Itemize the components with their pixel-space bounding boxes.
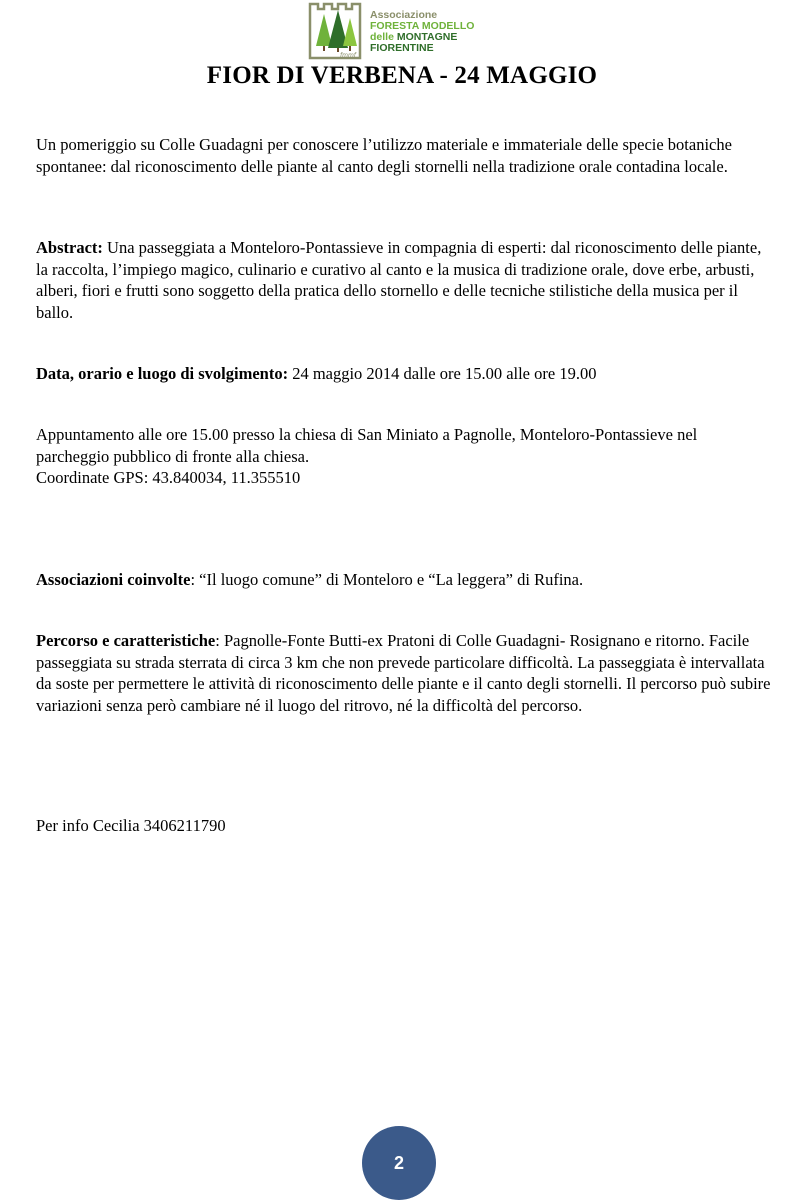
- gps-coordinates: Coordinate GPS: 43.840034, 11.355510: [36, 468, 301, 487]
- meeting-paragraph: [36, 424, 771, 489]
- associations-label: Associazioni coinvolte: [36, 570, 191, 589]
- contact-info: Per info Cecilia 3406211790: [36, 816, 226, 835]
- abstract-label: Abstract:: [36, 238, 103, 257]
- forest-castle-logo-icon: [306, 2, 366, 60]
- abstract-paragraph: [36, 237, 771, 323]
- abstract-text: Una passeggiata a Monteloro-Pontassieve in compagnia di esperti: dal riconoscimento delle piante, la raccolta, l’impiego magico, culinario e curativo al canto e la musica di tradizione orale, dove erbe, arbusti, alberi, fiori e frutti sono soggetto della pratica dello stornello e delle tecniche stilistiche della musica per il ballo.: [36, 238, 762, 322]
- route-label: Percorso e caratteristiche: [36, 631, 216, 650]
- meeting-text: Appuntamento alle ore 15.00 presso la chiesa di San Miniato a Pagnolle, Monteloro-Pontassieve nel parcheggio pubblico di fronte alla chiesa.: [36, 425, 698, 466]
- associations-text: : “Il luogo comune” di Monteloro e “La leggera” di Rufina.: [190, 570, 584, 589]
- route-text: : Pagnolle-Fonte Butti-ex Pratoni di Colle Guadagni- Rosignano e ritorno. Facile passeggiata su strada sterrata di circa 3 km che non prevede particolare difficoltà. La passeggiata è intervallata da soste per permettere le attività di riconoscimento delle piante e il canto degli stornelli. Il percorso può subire variazioni senza però cambiare né il luogo del ritrovo, né la difficoltà del percorso.: [36, 631, 771, 715]
- logo-line-foresta: FORESTA MODELLO: [370, 20, 475, 32]
- intro-paragraph: Un pomeriggio su Colle Guadagni per conoscere l’utilizzo materiale e immateriale delle specie botaniche spontanee: dal riconoscimento delle piante al canto degli stornelli nella tradizione orale contadina locale.: [36, 135, 732, 176]
- route-paragraph: [36, 630, 771, 716]
- logo-line-associazione: Associazione: [370, 9, 438, 21]
- page-title: FIOR DI VERBENA - 24 MAGGIO: [206, 62, 598, 89]
- logo-line-delle: delle: [370, 31, 397, 43]
- date-label: Data, orario e luogo di svolgimento:: [36, 364, 289, 383]
- logo-text: [370, 10, 474, 54]
- page-number-badge: 2: [362, 1126, 436, 1200]
- logo-line-montagne-word: MONTAGNE: [396, 31, 458, 43]
- association-logo: [306, 0, 506, 62]
- associations-paragraph: [36, 569, 771, 591]
- date-paragraph: [36, 363, 771, 385]
- date-text: 24 maggio 2014 dalle ore 15.00 alle ore 19.00: [288, 364, 597, 383]
- logo-badge-text: fmmf: [340, 52, 356, 59]
- logo-line-fiorentine: FIORENTINE: [370, 42, 434, 54]
